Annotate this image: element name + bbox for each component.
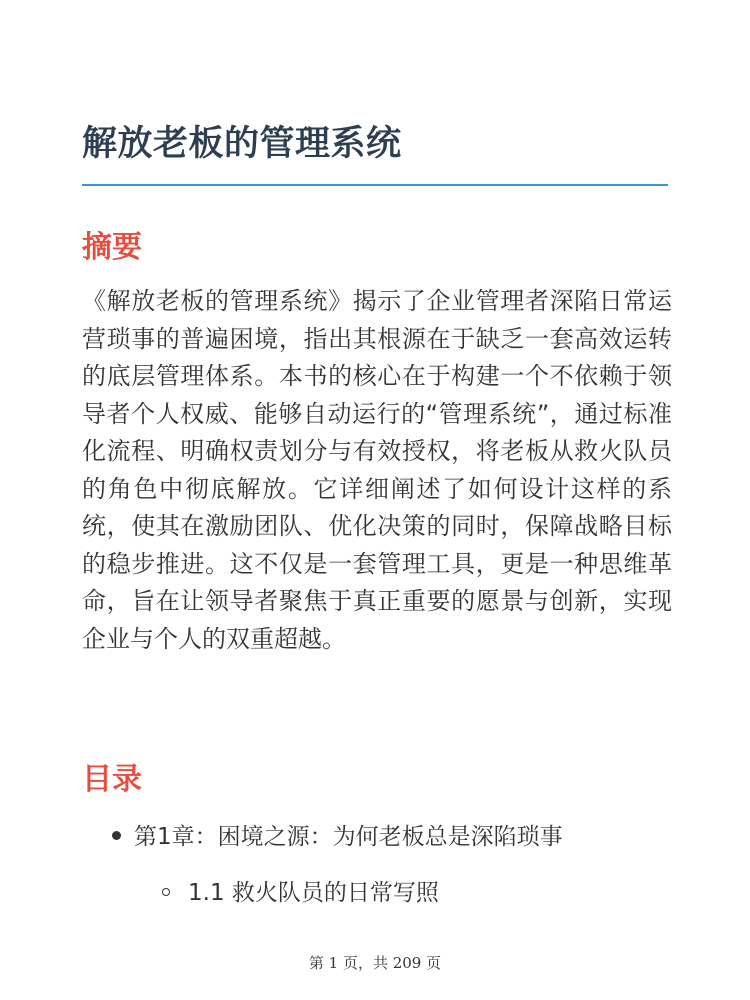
- toc-item-chapter-1[interactable]: 第1章：困境之源：为何老板总是深陷琐事: [134, 824, 563, 850]
- title-divider: [82, 184, 668, 186]
- page-number-footer: 第 1 页，共 209 页: [308, 954, 442, 972]
- abstract-heading: 摘要: [82, 230, 142, 265]
- abstract-paragraph: 《解放老板的管理系统》揭示了企业管理者深陷日常运营琐事的普遍困境，指出其根源在于缺乏一套高效运转的底层管理体系。本书的核心在于构建一个不依赖于领导者个人权威、能够自动运行的“管理系统”，通过标准化流程、明确权责划分与有效授权，将老板从救火队员的角色中彻底解放。它详细阐述了如何设计这样的系统，使其在激励团队、优化决策的同时，保障战略目标的稳步推进。这不仅是一套管理工具，更是一种思维革命，旨在让领导者聚焦于真正重要的愿景与创新，实现企业与个人的双重超越。: [82, 287, 672, 653]
- toc-heading: 目录: [82, 762, 142, 797]
- bullet-disc-icon: [112, 831, 121, 840]
- bullet-circle-icon: [162, 888, 170, 896]
- document-title: 解放老板的管理系统: [82, 124, 402, 164]
- toc-item-section-1-1[interactable]: 1.1 救火队员的日常写照: [188, 880, 439, 906]
